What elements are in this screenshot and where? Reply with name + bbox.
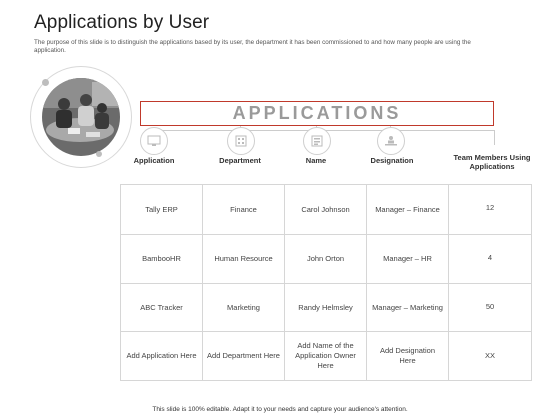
computer-icon bbox=[140, 127, 168, 155]
cell-name: John Orton bbox=[285, 235, 367, 284]
cell-department: Finance bbox=[203, 185, 285, 235]
cell-application: BambooHR bbox=[121, 235, 203, 284]
cell-department: Add Department Here bbox=[203, 332, 285, 381]
cell-designation: Manager – Marketing bbox=[367, 284, 449, 332]
table-row bbox=[121, 284, 532, 332]
applications-banner bbox=[140, 101, 494, 126]
cell-members: 50 bbox=[449, 284, 532, 332]
slide-title: Applications by User bbox=[34, 12, 210, 33]
cell-name: Add Name of the Application Owner Here bbox=[285, 332, 367, 381]
cell-designation: Manager – Finance bbox=[367, 185, 449, 235]
building-icon bbox=[227, 127, 255, 155]
cell-department: Marketing bbox=[203, 284, 285, 332]
slide-footer: This slide is 100% editable. Adapt it to your needs and capture your audience's attention. bbox=[152, 406, 408, 413]
cell-members: 4 bbox=[449, 235, 532, 284]
cell-members: 12 bbox=[449, 185, 532, 235]
applications-table bbox=[120, 184, 532, 381]
team-meeting-photo bbox=[42, 78, 120, 156]
applications-banner-text: APPLICATIONS bbox=[232, 103, 402, 123]
table-row bbox=[121, 235, 532, 284]
cell-designation: Add Designation Here bbox=[367, 332, 449, 381]
table-row bbox=[121, 185, 532, 235]
cell-application: Tally ERP bbox=[121, 185, 203, 235]
column-header-application: Application bbox=[133, 156, 175, 165]
column-header-team-members: Team Members Using Applications bbox=[453, 153, 531, 171]
decor-dot bbox=[42, 79, 49, 86]
desk-worker-icon bbox=[377, 127, 405, 155]
cell-application: ABC Tracker bbox=[121, 284, 203, 332]
column-header-department: Department bbox=[219, 156, 261, 165]
id-card-icon bbox=[303, 127, 331, 155]
slide-subtitle: The purpose of this slide is to distinguish the applications based by its user, the department it has been commissioned to and how many people are using the application. bbox=[34, 39, 471, 55]
cell-department: Human Resource bbox=[203, 235, 285, 284]
decor-dot bbox=[96, 151, 102, 157]
table-row bbox=[121, 332, 532, 381]
cell-designation: Manager – HR bbox=[367, 235, 449, 284]
cell-name: Randy Helmsley bbox=[285, 284, 367, 332]
column-header-name: Name bbox=[305, 156, 327, 165]
cell-members: XX bbox=[449, 332, 532, 381]
column-header-designation: Designation bbox=[370, 156, 414, 165]
cell-name: Carol Johnson bbox=[285, 185, 367, 235]
cell-application: Add Application Here bbox=[121, 332, 203, 381]
